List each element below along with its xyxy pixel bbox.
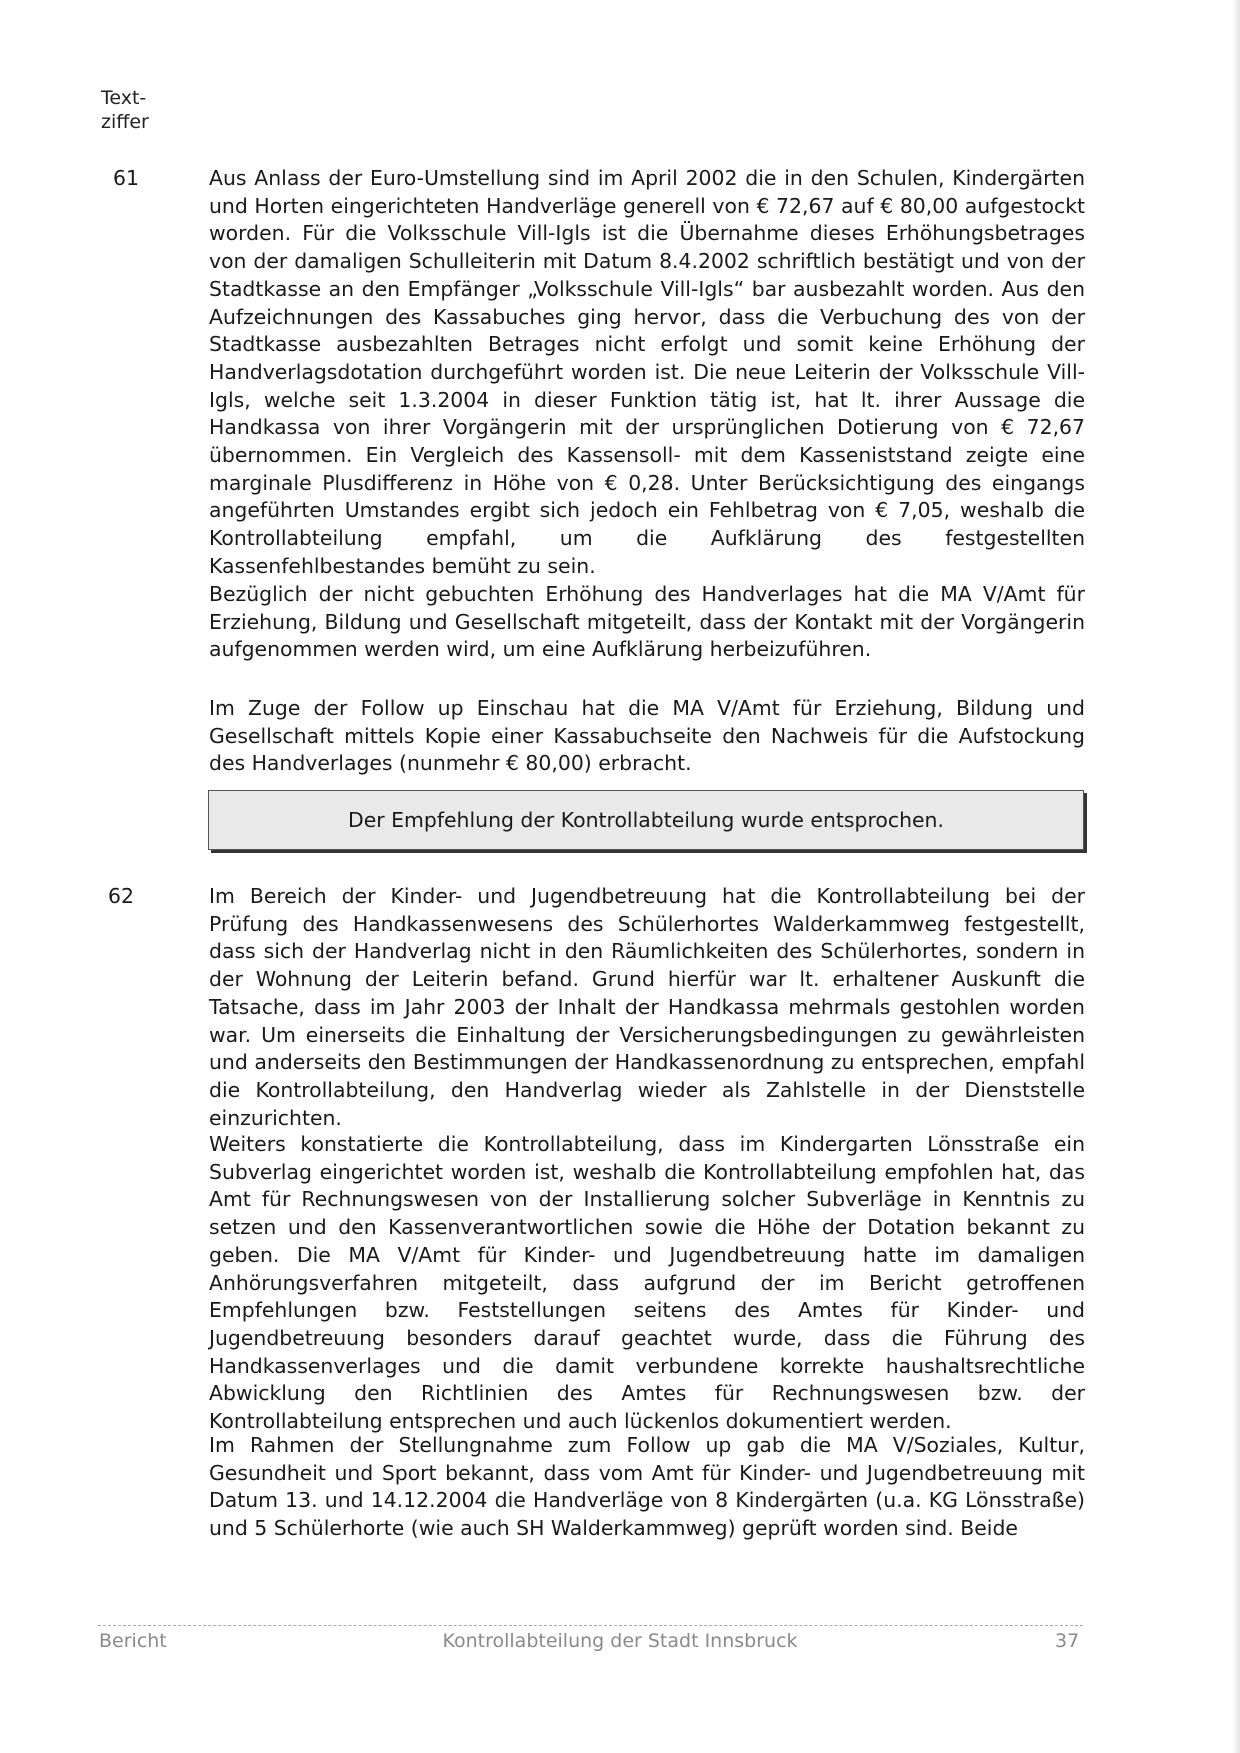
paragraph-62-3: Im Rahmen der Stellungnahme zum Follow up gab die MA V/Soziales, Kultur, Gesundheit und Sport bekannt, dass vom Amt für Kinder- und Jugendbetreuung mit Datum 13. und 14.12.2004 die Handverläge von 8 Kindergärten (u.a. KG Lönsstraße) und 5 Schülerhorte (wie auch SH Walderkammweg) geprüft worden sind. Beide — [209, 1433, 1085, 1541]
scan-edge-shadow — [1232, 0, 1240, 1753]
paragraph-61-3: Im Zuge der Follow up Einschau hat die MA V/Amt für Erziehung, Bildung und Gesellschaft mittels Kopie einer Kassabuchseite den Nachweis für die Aufstockung des Handverlages (nunmehr € 80,00) erbracht. — [209, 696, 1085, 776]
recommendation-status-text: Der Empfehlung der Kontrollabteilung wurde entsprochen. — [348, 808, 944, 832]
footer-report-label: Bericht — [99, 1630, 167, 1652]
recommendation-status-box — [208, 790, 1084, 850]
margin-label-line-2: ziffer — [101, 111, 149, 133]
paragraph-61-2: Bezüglich der nicht gebuchten Erhöhung des Handverlages hat die MA V/Amt für Erziehung, Bildung und Gesellschaft mitgeteilt, dass der Kontakt mit der Vorgängerin aufgenommen werden wird, um eine Aufklärung herbeizuführen. — [209, 582, 1085, 662]
margin-label — [101, 86, 149, 134]
text-number-62: 62 — [108, 884, 134, 908]
footer-divider — [98, 1625, 1083, 1626]
page-number: 37 — [1055, 1630, 1080, 1652]
paragraph-62-2: Weiters konstatierte die Kontrollabteilung, dass im Kindergarten Lönsstraße ein Subverlag eingerichtet worden ist, weshalb die Kontrollabteilung empfohlen hat, das Amt für Rechnungswesen von der Installierung solcher Subverläge in Kenntnis zu setzen und den Kassenverantwortlichen sowie die Höhe der Dotation bekannt zu geben. Die MA V/Amt für Kinder- und Jugendbetreuung hatte im damaligen Anhörungsverfahren mitgeteilt, dass aufgrund der im Bericht getroffenen Empfehlungen bzw. Feststellungen seitens des Amtes für Kinder- und Jugendbetreuung besonders darauf geachtet wurde, dass die Führung des Handkassenverlages und die damit verbundene korrekte haushaltsrechtliche Abwicklung den Richtlinien des Amtes für Rechnungswesen bzw. der Kontrollabteilung entsprechen und auch lückenlos dokumentiert werden. — [209, 1132, 1085, 1434]
paragraph-62-1: Im Bereich der Kinder- und Jugendbetreuung hat die Kontrollabteilung bei der Prüfung des Handkassenwesens des Schülerhortes Walderkammweg festgestellt, dass sich der Handverlag nicht in den Räumlichkeiten des Schülerhortes, sondern in der Wohnung der Leiterin befand. Grund hierfür war lt. erhaltener Auskunft die Tatsache, dass im Jahr 2003 der Inhalt der Handkassa mehrmals gestohlen worden war. Um einerseits die Einhaltung der Versicherungsbedingungen zu gewährleisten und anderseits den Bestimmungen der Handkassenordnung zu entsprechen, empfahl die Kontrollabteilung, den Handverlag wieder als Zahlstelle in der Dienststelle einzurichten. — [209, 884, 1085, 1130]
paragraph-61-1: Aus Anlass der Euro-Umstellung sind im April 2002 die in den Schulen, Kindergärten und Horten eingerichteten Handverläge generell von € 72,67 auf € 80,00 aufgestockt worden. Für die Volksschule Vill-Igls ist die Übernahme dieses Erhöhungsbetrages von der damaligen Schulleiterin mit Datum 8.4.2002 schriftlich bestätigt und von der Stadtkasse an den Empfänger „Volksschule Vill-Igls“ bar ausbezahlt worden. Aus den Aufzeichnungen des Kassabuches ging hervor, dass die Verbuchung des von der Stadtkasse ausbezahlten Betrages nicht erfolgt und somit keine Erhöhung der Handverlagsdotation durchgeführt worden ist. Die neue Leiterin der Volksschule Vill-Igls, welche seit 1.3.2004 in dieser Funktion tätig ist, hat lt. ihrer Aussage die Handkassa von ihrer Vorgängerin mit der ursprünglichen Dotierung von € 72,67 übernommen. Ein Vergleich des Kassensoll- mit dem Kasseniststand zeigte eine marginale Plusdifferenz in Höhe von € 0,28. Unter Berücksichtigung des eingangs angeführten Umstandes ergibt sich jedoch ein Fehlbetrag von € 7,05, weshalb die Kontrollabteilung empfahl, um die Aufklärung des festgestellten Kassenfehlbestandes bemüht zu sein. — [209, 166, 1085, 578]
margin-label-line-1: Text- — [101, 87, 147, 109]
footer-department: Kontrollabteilung der Stadt Innsbruck — [442, 1630, 798, 1652]
text-number-61: 61 — [113, 166, 139, 190]
